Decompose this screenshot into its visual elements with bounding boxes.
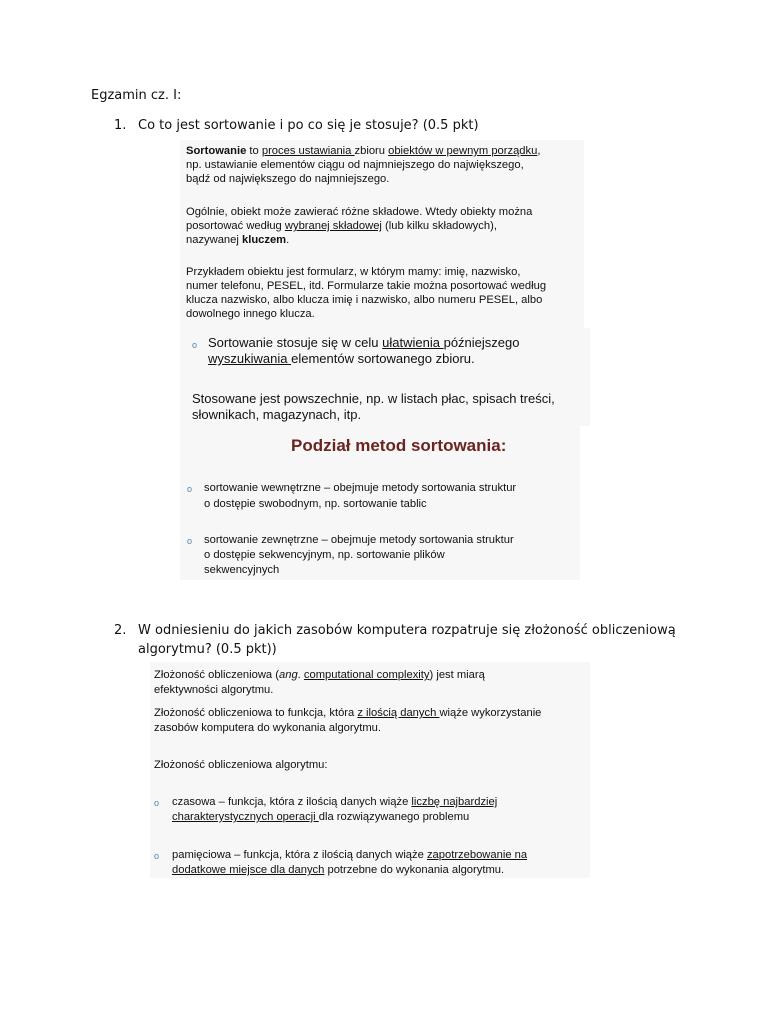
- answer-screenshot-complexity: [150, 662, 590, 878]
- answer-screenshot-methods: [180, 426, 580, 580]
- answer-screenshot-definition: [180, 140, 584, 328]
- answer-line: Sortowanie stosuje się w celu ułatwienia późniejszego: [208, 335, 520, 350]
- answer-line: czasowa – funkcja, która z ilością danych wiąże liczbę najbardziej: [172, 796, 498, 808]
- answer-line: o dostępie sekwencyjnym, np. sortowanie plików: [204, 549, 445, 561]
- bullet-icon: o: [192, 340, 198, 350]
- answer-line: Złożoność obliczeniowa to funkcja, która z ilością danych wiąże wykorzystanie: [154, 707, 542, 719]
- answer-line: Przykładem obiektu jest formularz, w którym mamy: imię, nazwisko,: [186, 266, 521, 278]
- answer-line: Złożoność obliczeniowa algorytmu:: [154, 759, 328, 771]
- answer-line: charakterystycznych operacji dla rozwiązywanego problemu: [172, 811, 470, 823]
- answer-line: numer telefonu, PESEL, itd. Formularze takie można posortować według: [186, 280, 547, 292]
- question-number: 2.: [114, 623, 127, 638]
- answer-line: np. ustawianie elementów ciągu od najmniejszego do największego,: [186, 159, 524, 171]
- question-number: 1.: [114, 118, 127, 133]
- bullet-icon: o: [187, 484, 193, 494]
- bullet-icon: o: [154, 851, 160, 861]
- answer-screenshot-purpose: [180, 328, 590, 426]
- question-text-line: algorytmu? (0.5 pkt)): [138, 642, 277, 657]
- question-text: Co to jest sortowanie i po co się je stosuje? (0.5 pkt): [138, 118, 479, 133]
- question-2: [114, 621, 674, 661]
- answer-line: pamięciowa – funkcja, która z ilością danych wiąże zapotrzebowanie na: [172, 849, 528, 861]
- answer-line: o dostępie swobodnym, np. sortowanie tablic: [204, 498, 427, 510]
- answer-line: Stosowane jest powszechnie, np. w listach płac, spisach treści,: [192, 391, 555, 406]
- answer-line: bądź od największego do najmniejszego.: [186, 173, 390, 185]
- answer-line: posortować według wybranej składowej (lub kilku składowych),: [186, 220, 497, 232]
- answer-line: nazywanej kluczem.: [186, 234, 290, 246]
- section-heading: Podział metod sortowania:: [291, 436, 507, 455]
- answer-line: Ogólnie, obiekt może zawierać różne składowe. Wtedy obiekty można: [186, 206, 533, 218]
- answer-line: zasobów komputera do wykonania algorytmu.: [154, 722, 381, 734]
- bullet-icon: o: [154, 798, 160, 808]
- answer-line: dowolnego innego klucza.: [186, 308, 315, 320]
- answer-line: klucza nazwisko, albo klucza imię i nazwisko, albo numeru PESEL, albo: [186, 294, 543, 306]
- answer-line: Złożoność obliczeniowa (ang. computational complexity) jest miarą: [154, 669, 485, 681]
- answer-line: sortowanie zewnętrzne – obejmuje metody sortowania struktur: [204, 534, 514, 546]
- answer-line: Sortowanie to proces ustawiania zbioru obiektów w pewnym porządku,: [186, 145, 541, 157]
- answer-line: słownikach, magazynach, itp.: [192, 407, 362, 422]
- answer-line: sortowanie wewnętrzne – obejmuje metody sortowania struktur: [204, 482, 517, 494]
- answer-line: dodatkowe miejsce dla danych potrzebne do wykonania algorytmu.: [172, 864, 505, 876]
- answer-line: efektywności algorytmu.: [154, 684, 274, 696]
- bullet-icon: o: [187, 536, 193, 546]
- answer-line: sekwencyjnych: [204, 564, 280, 576]
- exam-title: Egzamin cz. I:: [91, 88, 182, 103]
- answer-line: wyszukiwania elementów sortowanego zbioru.: [208, 351, 475, 366]
- question-text-line: W odniesieniu do jakich zasobów komputera rozpatruje się złożoność obliczeniową: [138, 623, 676, 638]
